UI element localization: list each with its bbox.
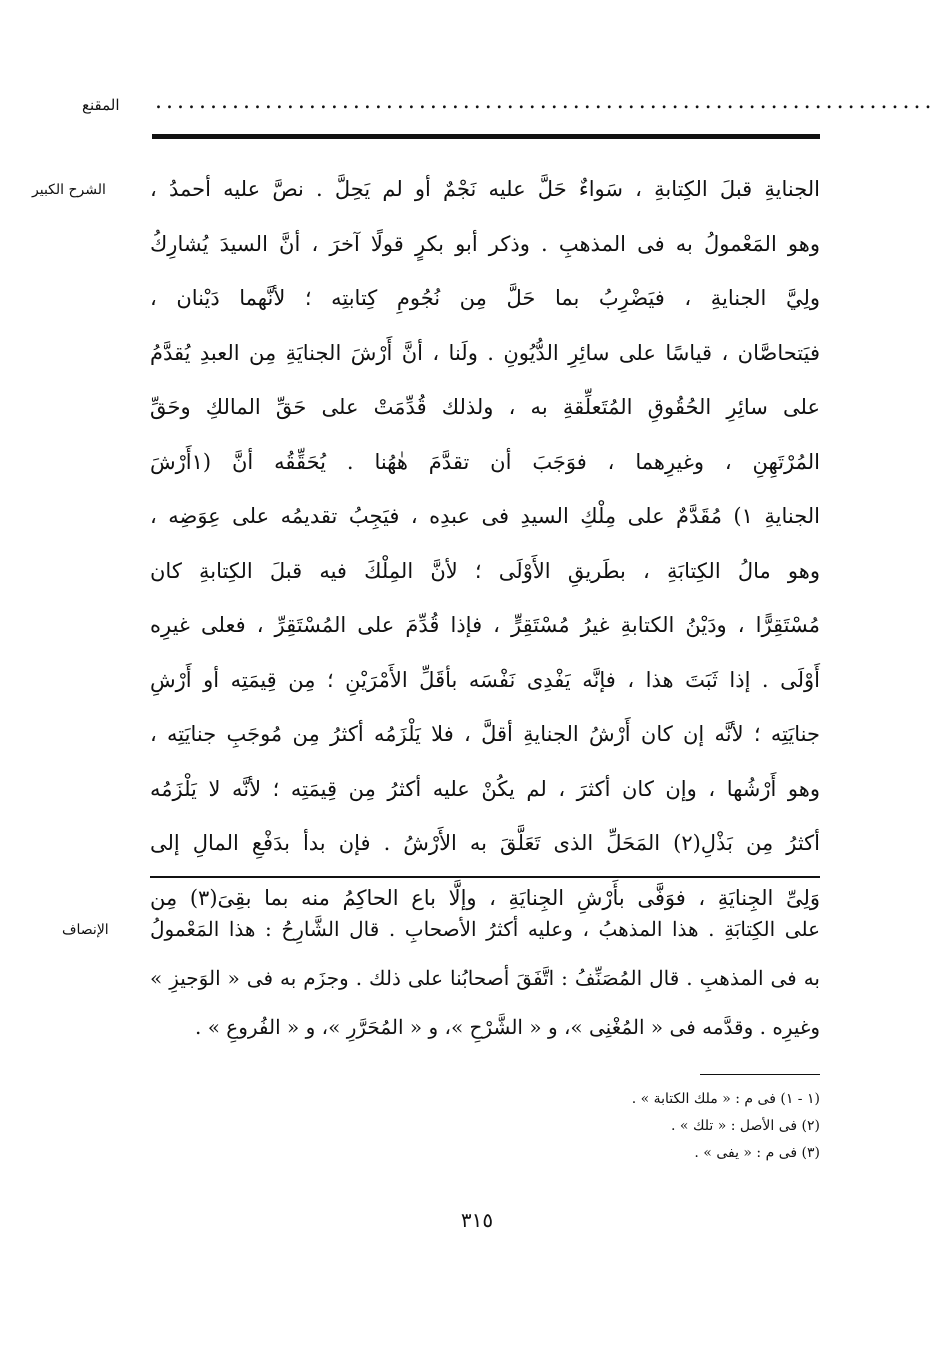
text-line: فيَتحاصَّان ، قياسًا على سائِرِ الدُّيُونِ . ولَنا ، أنَّ أَرْشَ الجنايَةِ مِن العبدِ يُقدَّمُ	[150, 340, 820, 365]
text-line: على الكِتابَةِ . هذا المذهبُ ، وعليه أكثرُ الأصحابِ . قال الشَّارِحُ : هذا المَعْمولُ	[150, 917, 820, 941]
header-dot-leader: .......................................................................	[155, 89, 936, 114]
header-rule	[152, 134, 820, 139]
text-line: الجنايةِ قبلَ الكِتابةِ ، سَواءٌ حَلَّ عليه نَجْمٌ أو لم يَحِلَّ . نصَّ عليه أحمدُ ،	[150, 177, 820, 201]
margin-label-insaf: الإنصاف	[62, 922, 109, 938]
text-line: وهو أَرْشُها ، وإن كان أكثرَ ، لم يكُنْ عليه أكثرُ مِن قِيمَتِه ؛ لأنَّه لا يَلْزَمُه	[150, 776, 820, 801]
footnote: (٣) فى م : « يفى » .	[694, 1145, 820, 1161]
main-commentary-text	[150, 162, 820, 925]
footnotes	[400, 1086, 820, 1167]
text-line: وغيرِه . وقدَّمه فى « المُغْنِى »، و « الشَّرْحِ »، و « المُحَرَّرِ »، و « الفُروعِ » .	[195, 1015, 820, 1039]
text-line: ولِيَّ الجنايةِ ، فيَضْرِبُ بما حَلَّ مِن نُجُومِ كِتابتِه ؛ لأنَّهما دَيْنان ،	[150, 286, 820, 310]
text-line: المُرْتَهِنِ ، وغيرِهما ، فوَجَبَ أن تقدَّمَ هٰهُنا . يُحَقِّقُه أنَّ (١أَرْشَ	[150, 449, 820, 474]
text-line: وَلِىِّ الجِنايَةِ ، فوَفَّى بأَرْشِ الجِنايَةِ ، وإلَّا باع الحاكِمُ منه بما بقِىَ(٣) مِن	[150, 885, 821, 910]
text-line: به فى المذهبِ . قال المُصَنِّفُ : اتَّفَقَ أصحابُنا على ذلك . وجزَم به فى « الوَجيزِ »	[150, 966, 820, 990]
text-line: أكثرُ مِن بَذْلِ(٢) المَحَلِّ الذى تَعَلَّقَ به الأَرْشُ . فإن بدأ بدَفْعِ المالِ إلى	[150, 831, 820, 855]
footnote-divider	[700, 1074, 820, 1075]
margin-label-sharh: الشرح الكبير	[32, 182, 106, 198]
running-head-title: المقنع	[82, 96, 120, 114]
page-number: ٣١٥	[460, 1208, 494, 1232]
text-line: على سائِرِ الحُقُوقِ المُتَعلِّقةِ به ، ولذلك قُدِّمَتْ على حَقِّ المالكِ وحَقِّ	[150, 395, 820, 419]
text-line: أَوْلَى . إذا ثَبَتَ هذا ، فإنَّه يَفْدِى نَفْسَه بأقَلِّ الأَمْرَيْنِ ؛ مِن قِيمَتِه أو أَرْشِ	[150, 667, 820, 692]
footnote: (١ - ١) فى م : « ملك الكتابة » .	[631, 1091, 820, 1107]
insaf-commentary-text	[150, 905, 820, 1052]
text-line: الجنايةِ ١) مُقَدَّمٌ على مِلْكِ السيدِ فى عبدِه ، فيَجِبُ تقديمُه على عِوَضِه ،	[150, 504, 820, 528]
text-line: وهو مالُ الكِتابَةِ ، بطَريقِ الأَوْلَى ؛ لأنَّ المِلْكَ فيه قبلَ الكِتابةِ كان	[150, 558, 820, 583]
text-line: وهو المَعْمولُ به فى المذهبِ . وذكر أبو بكرٍ قولًا آخرَ ، أنَّ السيدَ يُشارِكُ	[150, 231, 820, 256]
section-divider	[150, 876, 820, 878]
footnote: (٢) فى الأصل : « تلك » .	[671, 1118, 820, 1134]
text-line: مُسْتَقِرًّا ، ودَيْنُ الكتابةِ غيرُ مُسْتَقِرٍّ ، فإذا قُدِّمَ على المُسْتَقِرِّ ، فعلى غيرِه	[150, 613, 820, 637]
text-line: جنايَتِه ؛ لأنَّه إن كان أَرْشُ الجنايةِ أقلَّ ، فلا يَلْزَمُه أكثرُ مِن مُوجَبِ جنايَتِه ،	[150, 722, 820, 746]
